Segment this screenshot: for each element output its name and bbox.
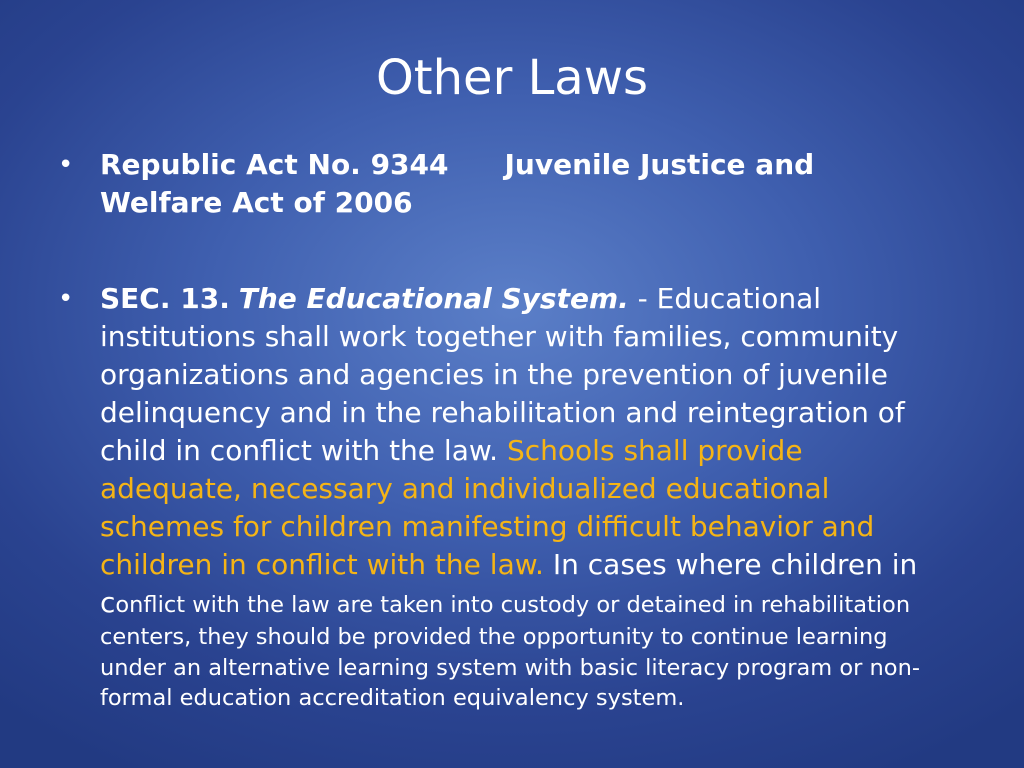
bullet-point-icon: • bbox=[58, 284, 74, 314]
section-body bbox=[100, 280, 928, 714]
act-reference bbox=[100, 146, 928, 222]
bullet-section-13 bbox=[58, 280, 928, 714]
bullet-republic-act bbox=[58, 146, 928, 222]
section-title: The Educational System. bbox=[238, 282, 629, 315]
cases-text: In cases where children in c bbox=[100, 548, 918, 619]
bullet-point-icon: • bbox=[58, 150, 74, 180]
act-name: Juvenile Justice and Welfare Act of 2006 bbox=[100, 148, 815, 219]
section-intro-text: - Educational institutions shall work together with families, community organizations and agencies in the prevention of juvenile delinquency and in the rehabilitation and reintegration of child in conflict with the law. bbox=[100, 282, 905, 467]
slide-title: Other Laws bbox=[376, 50, 648, 106]
section-label: SEC. 13. bbox=[100, 282, 230, 315]
custody-text: onflict with the law are taken into custody or detained in rehabilitation centers, they should be provided the opportunity to continue learning under an alternative learning system with basic literacy program or non- formal education accreditation equivalency system. bbox=[100, 592, 920, 711]
highlighted-text: Schools shall provide adequate, necessary and individualized educational schemes for children manifesting difficult behavior and children in conflict with the law. bbox=[100, 434, 875, 581]
act-number: Republic Act No. 9344 bbox=[100, 148, 449, 181]
